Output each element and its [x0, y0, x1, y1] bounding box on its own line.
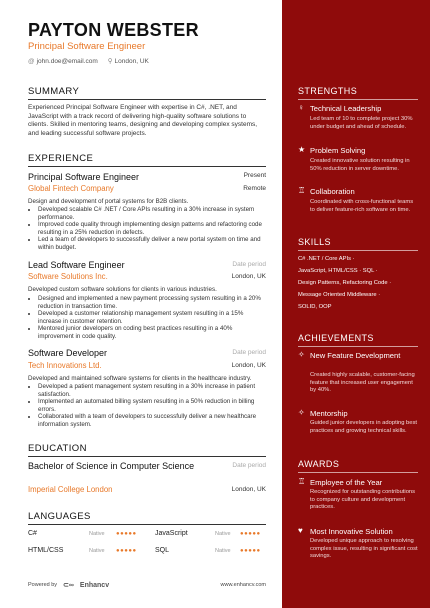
- degree-title: Bachelor of Science in Computer Science: [28, 461, 195, 471]
- education-date: Date period: [232, 462, 266, 469]
- skills-heading: SKILLS: [298, 237, 331, 247]
- summary-heading: SUMMARY: [28, 86, 80, 97]
- job-bullet: • Mentored junior developers on coding best practices resulting in a 40% improvement in code quality.: [38, 325, 266, 340]
- job-bullet: • Improved code quality through implementing design patterns and refactoring code resulting in a 25% reduction in defects.: [38, 221, 266, 236]
- job-company: Global Fintech Company: [28, 184, 114, 193]
- skill-item: Design Patterns, Refactoring Code ·: [298, 280, 392, 286]
- trophy-icon: ♖: [298, 186, 306, 195]
- strength-title: Technical Leadership: [310, 104, 382, 113]
- award-title: Employee of the Year: [310, 478, 383, 487]
- languages-heading: LANGUAGES: [28, 511, 91, 522]
- strength-title: Problem Solving: [310, 146, 366, 155]
- education-location: London, UK: [231, 486, 266, 493]
- job-company: Tech Innovations Ltd.: [28, 361, 102, 370]
- strengths-heading: STRENGTHS: [298, 86, 358, 96]
- language-level: Native: [215, 548, 231, 554]
- powered-by-text: Powered by: [28, 582, 58, 588]
- language-rating: ●●●●●: [240, 548, 261, 554]
- job-description: Developed custom software solutions for clients in various industries.: [28, 286, 217, 293]
- candidate-role: Principal Software Engineer: [28, 41, 146, 52]
- trophy-icon: ♖: [298, 477, 306, 486]
- language-level: Native: [89, 531, 105, 537]
- job-description: Developed and maintained software systems for clients in the healthcare industry.: [28, 375, 252, 382]
- languages-divider: [28, 524, 266, 525]
- achievement-title: New Feature Development: [310, 351, 401, 360]
- job-date: Date period: [232, 261, 266, 268]
- job-company: Software Solutions Inc.: [28, 272, 108, 281]
- awards-heading: AWARDS: [298, 459, 340, 469]
- strength-desc: Created innovative solution resulting in 50% reduction in server downtime.: [310, 158, 410, 172]
- lightbulb-icon: ♀: [298, 103, 304, 112]
- job-bullet: • Developed a customer relationship management system resulting in a 15% increase in customer retention.: [38, 310, 266, 325]
- footer-url[interactable]: www.enhancv.com: [220, 582, 266, 588]
- education-heading: EDUCATION: [28, 443, 87, 454]
- footer-branding: [28, 581, 109, 589]
- job-location: Remote: [243, 185, 266, 192]
- heart-icon: ♥: [298, 526, 303, 535]
- skill-item: Message Oriented Middleware ·: [298, 292, 381, 298]
- achievement-desc: Created highly scalable, customer-facing feature that increased user engagement by 40%.: [310, 372, 415, 394]
- awards-divider: [298, 472, 418, 473]
- language-name: C#: [28, 530, 37, 537]
- job-date: Present: [243, 172, 266, 179]
- job-date: Date period: [232, 349, 266, 356]
- at-icon: @: [28, 57, 35, 65]
- location-item: [108, 57, 149, 65]
- job-bullets: [38, 206, 266, 252]
- job-bullets: [38, 295, 266, 341]
- award-title: Most Innovative Solution: [310, 527, 393, 536]
- language-name: JavaScript: [155, 530, 188, 537]
- brand-name: Enhancv: [79, 581, 110, 589]
- language-level: Native: [215, 531, 231, 537]
- job-location: London, UK: [231, 273, 266, 280]
- language-name: HTML/CSS: [28, 547, 64, 554]
- email-text: john.doe@email.com: [36, 57, 98, 65]
- education-divider: [28, 456, 266, 457]
- award-desc: Developed unique approach to resolving complex issue, resulting in significant cost savings.: [310, 538, 418, 560]
- language-rating: ●●●●●: [116, 548, 137, 554]
- summary-text: Experienced Principal Software Engineer with expertise in C#, .NET, and JavaScript with a track record of delivering high-quality software solutions to clients. Skilled in mentoring teams, designing and developing complex systems, and leading successful software projects.: [28, 104, 258, 138]
- strengths-divider: [298, 99, 418, 100]
- enhancv-logo-icon: ⊂∞: [63, 582, 74, 589]
- award-desc: Recognized for outstanding contributions to company culture and development practices.: [310, 489, 416, 511]
- summary-divider: [28, 99, 266, 100]
- skill-item: SOLID, OOP: [298, 304, 332, 310]
- job-bullet: • Implemented an automated billing system resulting in a 50% reduction in billing errors.: [38, 398, 266, 413]
- achievement-desc: Guided junior developers in adopting best practices and growing technical skills.: [310, 420, 417, 434]
- school-name: Imperial College London: [28, 485, 113, 494]
- job-title: Principal Software Engineer: [28, 172, 140, 182]
- language-rating: ●●●●●: [116, 531, 137, 537]
- job-title: Lead Software Engineer: [28, 260, 125, 270]
- language-rating: ●●●●●: [240, 531, 261, 537]
- email-item[interactable]: [28, 58, 98, 65]
- job-bullet: • Developed scalable C# .NET / Core APIs resulting in a 30% increase in system performance.: [38, 206, 266, 221]
- job-title: Software Developer: [28, 348, 108, 358]
- job-bullet: • Designed and implemented a new payment processing system resulting in a 20% reduction in transaction time.: [38, 295, 266, 310]
- location-pin-icon: ⚲: [107, 58, 113, 65]
- experience-divider: [28, 166, 266, 167]
- sparkle-icon: ✧: [298, 408, 305, 417]
- strength-desc: Coordinated with cross-functional teams to deliver feature-rich software on time.: [310, 199, 414, 213]
- language-name: SQL: [155, 547, 170, 554]
- candidate-name: PAYTON WEBSTER: [28, 20, 199, 40]
- achievement-title: Mentorship: [310, 409, 348, 418]
- skill-item: C# .NET / Core APIs ·: [298, 256, 355, 262]
- strength-desc: Led team of 10 to complete project 30% under budget and ahead of schedule.: [310, 116, 413, 130]
- location-text: London, UK: [114, 58, 149, 65]
- job-bullet: • Collaborated with a team of developers to successfully deliver a new healthcare information system.: [38, 413, 266, 428]
- job-bullet: • Led a team of developers to successfully deliver a new portal system on time and within budget.: [38, 236, 266, 251]
- sparkle-icon: ✧: [298, 350, 305, 359]
- job-description: Design and development of portal systems for B2B clients.: [28, 198, 189, 205]
- strength-title: Collaboration: [310, 187, 355, 196]
- job-location: London, UK: [231, 362, 266, 369]
- star-icon: ★: [298, 145, 306, 154]
- job-bullets: [38, 383, 266, 429]
- achievements-divider: [298, 346, 418, 347]
- sidebar-column: [282, 0, 430, 608]
- skills-divider: [298, 250, 418, 251]
- contact-line: [28, 57, 149, 65]
- achievements-heading: ACHIEVEMENTS: [298, 333, 374, 343]
- job-bullet: • Developed a patient management system resulting in a 30% increase in patient satisfaction.: [38, 383, 266, 398]
- language-level: Native: [89, 548, 105, 554]
- experience-heading: EXPERIENCE: [28, 153, 94, 164]
- skill-item: JavaScript, HTML/CSS · SQL ·: [298, 268, 378, 274]
